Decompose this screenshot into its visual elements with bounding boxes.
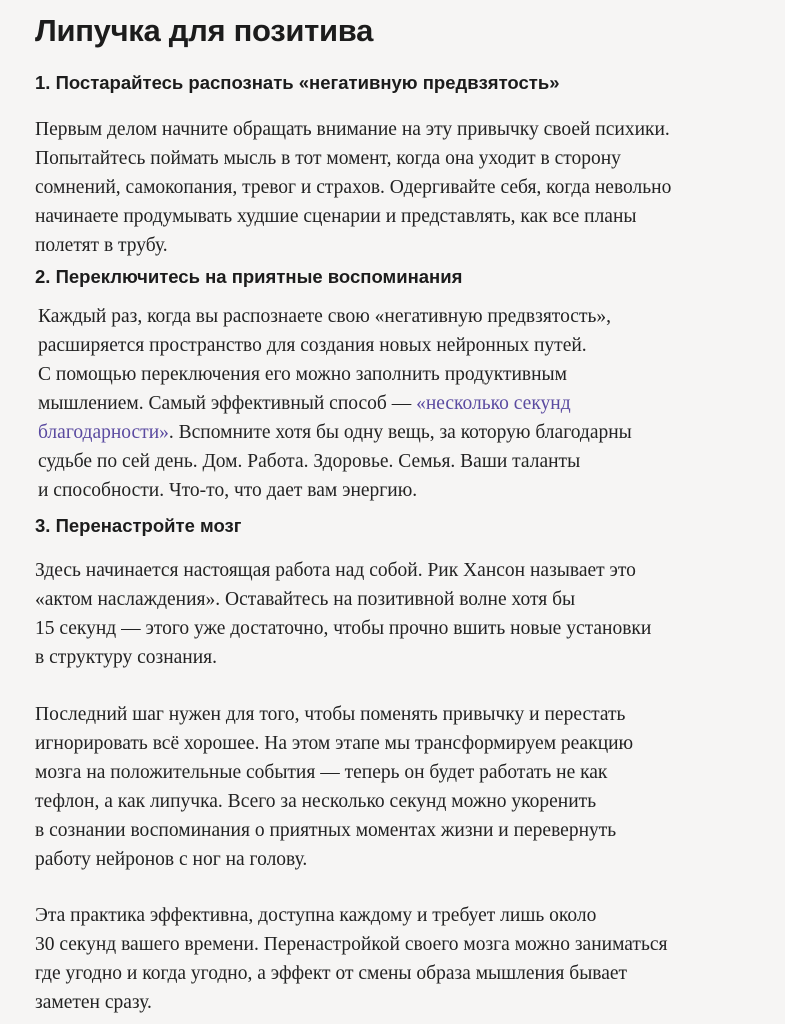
text-segment: . Вспомните хотя бы одну вещь, за которую благодарны <box>168 422 632 443</box>
text-line: расширяется пространство для создания новых нейронных путей. <box>38 335 587 356</box>
section-heading-2: 2. Переключитесь на приятные воспоминания <box>35 266 463 287</box>
text-line: Попытайтесь поймать мысль в тот момент, когда она уходит в сторону <box>35 148 621 169</box>
text-line: 30 секунд вашего времени. Перенастройкой своего мозга можно заниматься <box>35 934 668 955</box>
text-line: полетят в трубу. <box>35 235 168 256</box>
text-line: работу нейронов с ног на голову. <box>35 849 308 870</box>
text-line: Первым делом начните обращать внимание на эту привычку своей психики. <box>35 119 670 140</box>
text-line: Каждый раз, когда вы распознаете свою «негативную предвзятость», <box>38 306 611 327</box>
text-line: судьбе по сей день. Дом. Работа. Здоровье. Семья. Ваши таланты <box>38 451 581 472</box>
text-line <box>38 389 632 418</box>
text-line: 15 секунд — этого уже достаточно, чтобы прочно вшить новые установки <box>35 618 652 639</box>
section-2-paragraph-1 <box>38 302 632 505</box>
text-line: где угодно и когда угодно, а эффект от смены образа мышления бывает <box>35 963 628 984</box>
section-heading-3: 3. Перенастройте мозг <box>35 515 242 536</box>
section-3-paragraph-2 <box>35 700 633 874</box>
text-segment: мышлением. Самый эффективный способ — <box>38 393 417 414</box>
article-title: Липучка для позитива <box>35 13 374 48</box>
gratitude-link-continued[interactable]: благодарности» <box>38 422 169 443</box>
gratitude-link[interactable]: «несколько секунд <box>416 393 571 414</box>
text-line: в сознании воспоминания о приятных моментах жизни и перевернуть <box>35 820 617 841</box>
text-line: сомнений, самокопания, тревог и страхов. Одергивайте себя, когда невольно <box>35 177 672 198</box>
text-line: С помощью переключения его можно заполнить продуктивным <box>38 364 567 385</box>
section-3-paragraph-3 <box>35 901 667 1017</box>
text-line <box>38 418 632 447</box>
text-line: Последний шаг нужен для того, чтобы поменять привычку и перестать <box>35 704 626 725</box>
text-line: Здесь начинается настоящая работа над собой. Рик Хансон называет это <box>35 560 636 581</box>
section-heading-1: 1. Постарайтесь распознать «негативную предвзятость» <box>35 72 560 93</box>
text-line: тефлон, а как липучка. Всего за несколько секунд можно укоренить <box>35 791 597 812</box>
text-line: в структуру сознания. <box>35 647 218 668</box>
text-line: игнорировать всё хорошее. На этом этапе мы трансформируем реакцию <box>35 733 634 754</box>
text-line: Эта практика эффективна, доступна каждому и требует лишь около <box>35 905 597 926</box>
section-3-paragraph-1 <box>35 556 651 672</box>
text-line: «актом наслаждения». Оставайтесь на позитивной волне хотя бы <box>35 589 576 610</box>
section-1-paragraph-1 <box>35 115 671 260</box>
text-line: заметен сразу. <box>35 992 152 1013</box>
text-line: начинаете продумывать худшие сценарии и представлять, как все планы <box>35 206 637 227</box>
text-line: мозга на положительные события — теперь он будет работать не как <box>35 762 608 783</box>
text-line: и способности. Что-то, что дает вам энергию. <box>38 480 418 501</box>
